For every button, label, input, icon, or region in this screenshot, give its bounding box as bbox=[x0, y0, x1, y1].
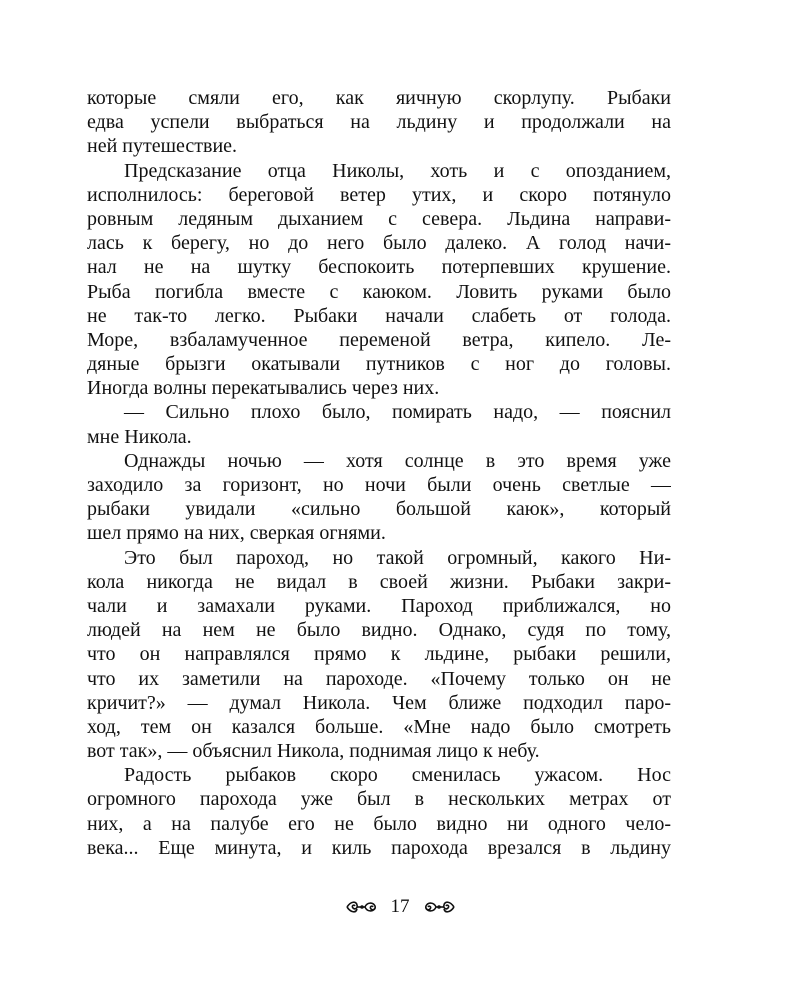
text-line: лась к берегу, но до него было далеко. А голод начи- bbox=[87, 232, 671, 255]
text-line: Море, взбаламученное переменой ветра, кипело. Ле- bbox=[87, 328, 671, 351]
page-number: 17 bbox=[390, 896, 410, 917]
text-line: кола никогда не видал в своей жизни. Рыбаки закри- bbox=[87, 570, 671, 593]
text-line: ровным ледяным дыханием с севера. Льдина направи- bbox=[87, 207, 671, 230]
text-line: дяные брызги окатывали путников с ног до головы. bbox=[87, 353, 671, 376]
text-line: ней путешествие. bbox=[87, 135, 238, 158]
text-line: них, а на палубе его не было видно ни одного чело- bbox=[87, 812, 671, 835]
text-line: рыбаки увидали «сильно большой каюк», который bbox=[87, 498, 671, 521]
ornament-left-icon bbox=[345, 898, 379, 916]
text-line: огромного парохода уже был в нескольких метрах от bbox=[87, 788, 671, 811]
text-line: кричит?» — думал Никола. Чем ближе подходил паро- bbox=[87, 691, 671, 714]
text-line: мне Никола. bbox=[87, 425, 192, 448]
text-line: Рыба погибла вместе с каюком. Ловить руками было bbox=[87, 280, 671, 303]
text-line: — Сильно плохо было, помирать надо, — пояснил bbox=[124, 401, 671, 424]
text-line: Предсказание отца Николы, хоть и с опозданием, bbox=[124, 159, 671, 182]
text-line: Это был пароход, но такой огромный, какого Ни- bbox=[124, 546, 671, 569]
text-line: ход, тем он казался больше. «Мне надо было смотреть bbox=[87, 715, 671, 738]
page-footer bbox=[0, 892, 800, 922]
text-line: что он направлялся прямо к льдине, рыбаки решили, bbox=[87, 643, 671, 666]
text-line: людей на нем не было видно. Однако, судя по тому, bbox=[87, 619, 671, 642]
text-line: Однажды ночью — хотя солнце в это время уже bbox=[124, 449, 671, 472]
text-line: чали и замахали руками. Пароход приближался, но bbox=[87, 594, 671, 617]
ornament-right-icon bbox=[422, 898, 456, 916]
text-line: Радость рыбаков скоро сменилась ужасом. Нос bbox=[124, 764, 671, 787]
text-block bbox=[87, 86, 671, 860]
text-line: шел прямо на них, сверкая огнями. bbox=[87, 522, 386, 545]
text-line: Иногда волны перекатывались через них. bbox=[87, 377, 440, 400]
text-line: вот так», — объяснил Никола, поднимая лицо к небу. bbox=[87, 740, 540, 763]
text-line: что их заметили на пароходе. «Почему только он не bbox=[87, 667, 671, 690]
text-line: не так-то легко. Рыбаки начали слабеть от голода. bbox=[87, 304, 671, 327]
text-line: заходило за горизонт, но ночи были очень светлые — bbox=[87, 474, 671, 496]
text-line: нал не на шутку беспокоить потерпевших крушение. bbox=[87, 256, 671, 279]
text-line: века... Еще минута, и киль парохода врезался в льдину bbox=[87, 836, 671, 859]
text-line: исполнилось: береговой ветер утих, и скоро потянуло bbox=[87, 183, 671, 206]
text-line: едва успели выбраться на льдину и продолжали на bbox=[87, 111, 671, 134]
text-line: которые смяли его, как яичную скорлупу. Рыбаки bbox=[87, 87, 671, 109]
